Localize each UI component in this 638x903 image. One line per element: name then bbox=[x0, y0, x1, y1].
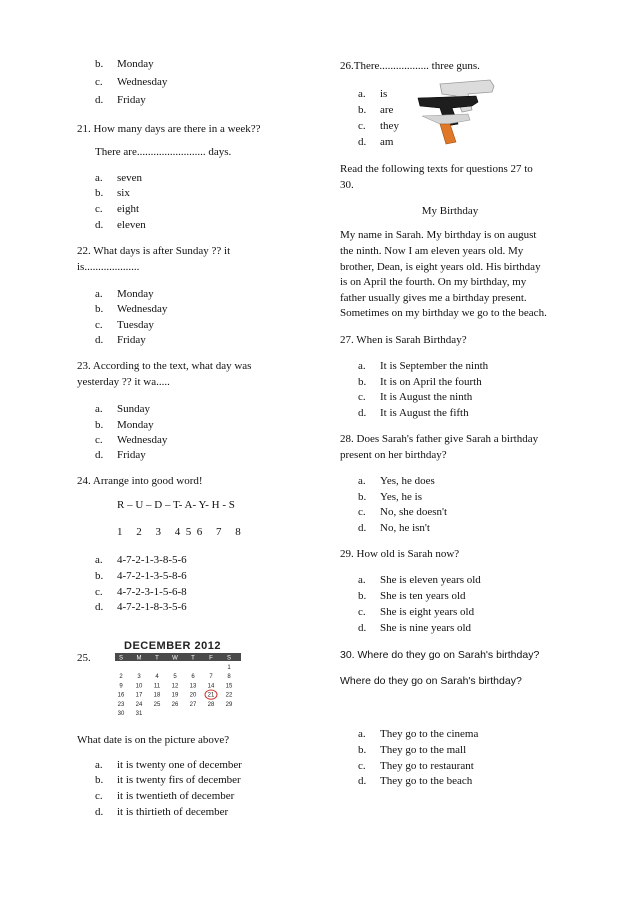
calendar-day-header: T bbox=[155, 655, 159, 662]
q22-option-a[interactable]: a. Monday bbox=[95, 288, 154, 300]
q25-question: What date is on the picture above? bbox=[77, 734, 230, 746]
calendar-date: 26 bbox=[171, 701, 179, 708]
q20-option-c[interactable]: c. Wednesday bbox=[95, 76, 168, 88]
calendar-date: 8 bbox=[227, 674, 231, 681]
q23-option-d[interactable]: d. Friday bbox=[95, 449, 146, 461]
calendar-header-bar bbox=[115, 653, 241, 661]
q27-option-d[interactable]: d. It is August the fifth bbox=[358, 407, 469, 419]
calendar-grid bbox=[118, 665, 233, 717]
calendar-date: 6 bbox=[191, 674, 195, 681]
q24-question: 24. Arrange into good word! bbox=[77, 475, 203, 487]
q22-question-line2: is.................... bbox=[77, 261, 140, 273]
q21-question: 21. How many days are there in a week?? bbox=[77, 123, 261, 135]
q28-question-line2: present on her birthday? bbox=[340, 449, 447, 461]
gun-orange-grip-icon bbox=[422, 114, 470, 144]
calendar-date: 11 bbox=[153, 683, 161, 690]
story-line: father usually gives me a birthday present. bbox=[340, 292, 527, 304]
q23-option-c[interactable]: c. Wednesday bbox=[95, 434, 168, 446]
q21-option-a[interactable]: a. seven bbox=[95, 172, 143, 184]
calendar-date: 23 bbox=[117, 701, 125, 708]
q23-question-line2: yesterday ?? it wa..... bbox=[77, 376, 170, 388]
q25-option-b[interactable]: b. it is twenty firs of december bbox=[95, 774, 241, 786]
q24-numbers: 1 2 3 4 5 6 7 8 bbox=[117, 526, 241, 538]
guns-image bbox=[412, 72, 500, 152]
q22-option-c[interactable]: c. Tuesday bbox=[95, 319, 154, 331]
calendar-day-header: F bbox=[209, 655, 213, 662]
q22-question-line1: 22. What days is after Sunday ?? it bbox=[77, 245, 231, 257]
calendar-date: 20 bbox=[189, 692, 197, 699]
q29-question: 29. How old is Sarah now? bbox=[340, 548, 460, 560]
q28-question-line1: 28. Does Sarah's father give Sarah a birthday bbox=[340, 433, 539, 445]
q24-option-a[interactable]: a. 4-7-2-1-3-8-5-6 bbox=[95, 554, 187, 566]
calendar-date: 9 bbox=[119, 683, 123, 690]
calendar-date: 14 bbox=[207, 683, 215, 690]
calendar-date: 27 bbox=[189, 701, 197, 708]
calendar-date: 17 bbox=[135, 692, 143, 699]
q30-question: 30. Where do they go on Sarah's birthday? bbox=[340, 649, 540, 661]
q30-option-a[interactable]: a. They go to the cinema bbox=[358, 728, 479, 740]
q26-option-c[interactable]: c. they bbox=[358, 120, 399, 132]
calendar-date: 12 bbox=[171, 683, 179, 690]
q27-question: 27. When is Sarah Birthday? bbox=[340, 334, 467, 346]
q20-option-d[interactable]: d. Friday bbox=[95, 94, 146, 106]
q21-option-b[interactable]: b. six bbox=[95, 187, 130, 199]
story-line: the ninth. Now I am eleven years old. My bbox=[340, 245, 524, 257]
q25-option-c[interactable]: c. it is twentieth of december bbox=[95, 790, 235, 802]
calendar-date: 4 bbox=[155, 674, 159, 681]
q30-option-d[interactable]: d. They go to the beach bbox=[358, 775, 473, 787]
calendar-date: 16 bbox=[117, 692, 125, 699]
calendar-image bbox=[112, 638, 244, 720]
story-line: Sometimes on my birthday we go to the beach. bbox=[340, 307, 547, 319]
q26-option-d[interactable]: d. am bbox=[358, 136, 394, 148]
story-title: My Birthday bbox=[421, 205, 479, 217]
q30-question-repeat: Where do they go on Sarah's birthday? bbox=[340, 675, 522, 687]
q29-option-a[interactable]: a. She is eleven years old bbox=[358, 574, 481, 586]
q27-option-b[interactable]: b. It is on April the fourth bbox=[358, 376, 482, 388]
calendar-date: 29 bbox=[225, 701, 233, 708]
calendar-date: 1 bbox=[227, 665, 231, 671]
calendar-day-header: S bbox=[226, 655, 232, 662]
calendar-date: 5 bbox=[173, 674, 177, 681]
q23-option-b[interactable]: b. Monday bbox=[95, 419, 154, 431]
calendar-date: 31 bbox=[135, 711, 143, 717]
calendar-date: 13 bbox=[189, 683, 197, 690]
calendar-day-header: S bbox=[118, 655, 124, 662]
calendar-date: 19 bbox=[171, 692, 179, 699]
calendar-date: 2 bbox=[119, 674, 123, 681]
calendar-title: DECEMBER 2012 bbox=[124, 640, 221, 652]
story-line: is on April the fourth. On my birthday, my bbox=[340, 276, 527, 288]
calendar-day-header: W bbox=[172, 655, 178, 662]
calendar-date: 22 bbox=[225, 692, 233, 699]
q23-option-a[interactable]: a. Sunday bbox=[95, 403, 150, 415]
q21-prompt: There are......................... days. bbox=[95, 146, 232, 158]
q29-option-d[interactable]: d. She is nine years old bbox=[358, 622, 472, 634]
q25-option-a[interactable]: a. it is twenty one of december bbox=[95, 759, 242, 771]
calendar-date: 28 bbox=[207, 701, 215, 708]
q26-option-b[interactable]: b. are bbox=[358, 104, 394, 116]
q25-option-d[interactable]: d. it is thirtieth of december bbox=[95, 806, 229, 818]
calendar-day-header: M bbox=[136, 655, 142, 662]
calendar-date: 3 bbox=[137, 674, 141, 681]
q23-question-line1: 23. According to the text, what day was bbox=[77, 360, 252, 372]
calendar-date: 21 bbox=[207, 692, 215, 699]
story-line: My name in Sarah. My birthday is on august bbox=[340, 229, 537, 241]
q25-number: 25. bbox=[77, 652, 91, 664]
q22-option-d[interactable]: d. Friday bbox=[95, 334, 146, 346]
calendar-date: 30 bbox=[117, 711, 125, 717]
q26-option-a[interactable]: a. is bbox=[358, 88, 388, 100]
q24-option-c[interactable]: c. 4-7-2-3-1-5-6-8 bbox=[95, 586, 187, 598]
q28-option-d[interactable]: d. No, he isn't bbox=[358, 522, 430, 534]
calendar-date: 10 bbox=[135, 683, 143, 690]
q28-option-c[interactable]: c. No, she doesn't bbox=[358, 506, 448, 518]
calendar-date: 18 bbox=[153, 692, 161, 699]
q21-option-c[interactable]: c. eight bbox=[95, 203, 139, 215]
q29-option-c[interactable]: c. She is eight years old bbox=[358, 606, 475, 618]
q24-option-d[interactable]: d. 4-7-2-1-8-3-5-6 bbox=[95, 601, 187, 613]
q29-option-b[interactable]: b. She is ten years old bbox=[358, 590, 466, 602]
q26-question: 26.There.................. three guns. bbox=[340, 60, 480, 72]
q27-option-a[interactable]: a. It is September the ninth bbox=[358, 360, 489, 372]
q28-option-b[interactable]: b. Yes, he is bbox=[358, 491, 422, 503]
story-line: brother, Dean, is eight years old. His birthday bbox=[340, 261, 541, 273]
q24-letters: R – U – D – T- A- Y- H - S bbox=[117, 499, 235, 511]
calendar-date: 7 bbox=[209, 674, 213, 681]
reading-intro-line1: Read the following texts for questions 27 to bbox=[340, 163, 533, 175]
calendar-date: 25 bbox=[153, 701, 161, 708]
q30-option-b[interactable]: b. They go to the mall bbox=[358, 744, 467, 756]
q20-option-b[interactable]: b. Monday bbox=[95, 58, 154, 70]
q30-option-c[interactable]: c. They go to restaurant bbox=[358, 760, 474, 772]
calendar-date: 15 bbox=[225, 683, 233, 690]
reading-intro-line2: 30. bbox=[340, 179, 354, 191]
q21-option-d[interactable]: d. eleven bbox=[95, 219, 146, 231]
q28-option-a[interactable]: a. Yes, he does bbox=[358, 475, 435, 487]
q27-option-c[interactable]: c. It is August the ninth bbox=[358, 391, 473, 403]
calendar-date: 24 bbox=[135, 701, 143, 708]
q24-option-b[interactable]: b. 4-7-2-1-3-5-8-6 bbox=[95, 570, 187, 582]
q22-option-b[interactable]: b. Wednesday bbox=[95, 303, 168, 315]
calendar-day-header: T bbox=[191, 655, 195, 662]
